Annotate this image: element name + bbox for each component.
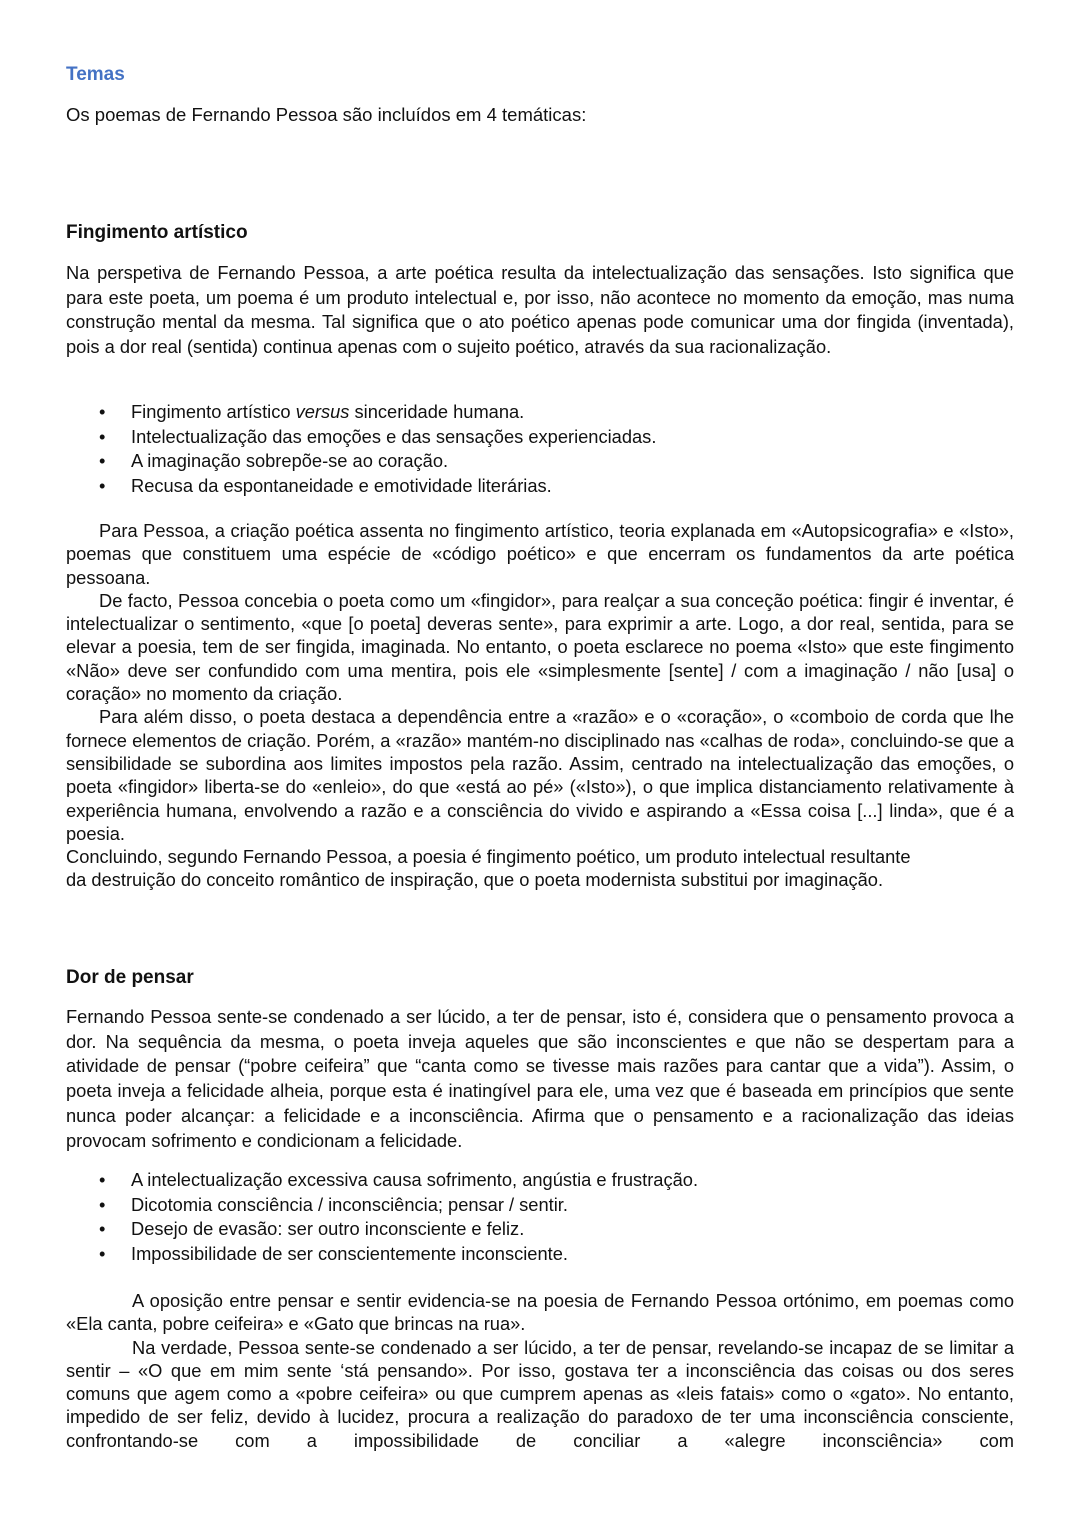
list-item-text: sinceridade humana.: [349, 401, 525, 422]
fingimento-paragraph-4-line-1: Concluindo, segundo Fernando Pessoa, a poesia é fingimento poético, um produto intelectual resultante: [66, 846, 911, 868]
fingimento-paragraph-4-line-2: da destruição do conceito romântico de inspiração, que o poeta modernista substitui por imaginação.: [66, 869, 884, 891]
list-item: [66, 1168, 1014, 1193]
list-item: [66, 449, 1014, 474]
fingimento-body: [66, 519, 1014, 892]
list-item-text: A intelectualização excessiva causa sofrimento, angústia e frustração.: [131, 1169, 699, 1190]
fingimento-bullet-list: [66, 400, 1014, 499]
list-item-text: Recusa da espontaneidade e emotividade literárias.: [131, 475, 552, 497]
list-item: [66, 1217, 1014, 1242]
section-title-temas: Temas: [66, 64, 125, 85]
bullet-icon: •: [99, 1243, 106, 1265]
bullet-icon: •: [99, 450, 106, 472]
dor-bullet-list: [66, 1168, 1014, 1267]
fingimento-intro-text: Na perspetiva de Fernando Pessoa, a arte poética resulta da intelectualização das sensações. Isto significa que para este poeta, um poema é um produto intelectual e, por isso, não acontece no momento da emoção, mas numa construção mental da mesma. Tal significa que o ato poético apenas pode comunicar uma dor fingida (inventada), pois a dor real (sentida) continua apenas com o sujeito poético, através da sua racionalização.: [66, 262, 1014, 358]
list-item: [66, 1242, 1014, 1267]
list-item: [66, 400, 1014, 425]
dor-intro-text: Fernando Pessoa sente-se condenado a ser lúcido, a ter de pensar, isto é, considera que o pensamento provoca a dor. Na sequência da mesma, o poeta inveja aqueles que são inconscientes e que não se despertam para a atividade de pensar (“pobre ceifeira” que “canta como se tivesse mais razões para cantar que a vida”). Assim, o poeta inveja a felicidade alheia, porque esta é inatingível para ele, uma vez que é baseada em princípios que sente nunca poder alcançar: a felicidade e a inconsciência. Afirma que o pensamento e a racionalização das ideias provocam sofrimento e condicionam a felicidade.: [66, 1006, 1014, 1151]
list-item: [66, 425, 1014, 450]
dor-paragraph-1: A oposição entre pensar e sentir evidencia-se na poesia de Fernando Pessoa ortónimo, em poemas como «Ela canta, pobre ceifeira» e «Gato que brincas na rua».: [66, 1290, 1014, 1335]
bullet-icon: •: [99, 1193, 106, 1215]
bullet-icon: •: [99, 475, 106, 497]
dor-body: [66, 1289, 1014, 1452]
heading-fingimento: Fingimento artístico: [66, 222, 248, 243]
dor-paragraph-2: Na verdade, Pessoa sente-se condenado a ser lúcido, a ter de pensar, revelando-se incapaz de se limitar a sentir – «O que em mim sente ‘stá pensando». Por isso, gostava ter a inconsciência das coisas ou dos seres comuns que agem como a «pobre ceifeira» ou que cumprem apenas as «leis fatais» como o «gato». No entanto, impedido de ser feliz, devido à lucidez, procura a realização do paradoxo de ter uma inconsciência consciente, confrontando-se com a impossibilidade de conciliar a «alegre inconsciência» com: [66, 1336, 1014, 1451]
bullet-icon: •: [99, 1218, 106, 1240]
list-item-text: Dicotomia consciência / inconsciência; pensar / sentir.: [131, 1193, 568, 1215]
list-item-text: Intelectualização das emoções e das sensações experienciadas.: [131, 425, 657, 447]
list-item: [66, 474, 1014, 499]
list-item-text: Impossibilidade de ser conscientemente inconsciente.: [131, 1243, 568, 1265]
bullet-icon: •: [99, 425, 106, 447]
fingimento-paragraph-1: Para Pessoa, a criação poética assenta no fingimento artístico, teoria explanada em «Autopsicografia» e «Isto», poemas que constituem uma espécie de «código poético» e que encerram os fundamentos da arte poética pessoana.: [66, 520, 1014, 588]
list-item-emphasis: versus: [295, 401, 350, 422]
fingimento-paragraph-3: Para além disso, o poeta destaca a dependência entre a «razão» e o «coração», o «comboio de corda que lhe fornece elementos de criação. Porém, a «razão» mantém-no disciplinado nas «calhas de roda», concluindo-se que a sensibilidade se subordina aos limites impostos pela razão. Assim, centrado na intelectualização das emoções, o poeta «fingidor» liberta-se do «enleio», do que «está ao pé» («Isto»), o que implica distanciamento relativamente à experiência humana, envolvendo a razão e a consciência do vivido e aspirando a «Essa coisa [...] linda», que é a poesia.: [66, 706, 1014, 844]
dor-intro: [66, 1005, 1014, 1153]
temas-intro: Os poemas de Fernando Pessoa são incluídos em 4 temáticas:: [66, 104, 587, 125]
fingimento-intro: [66, 261, 1014, 360]
heading-dor-de-pensar: Dor de pensar: [66, 967, 194, 988]
fingimento-paragraph-2: De facto, Pessoa concebia o poeta como um «fingidor», para realçar a sua conceção poética: fingir é inventar, é intelectualizar o sentimento, «que [o poeta] deveras sente», para exprimir a arte. Logo, a dor real, sentida, para se elevar a poesia, tem de ser fingida, imaginada. No entanto, o poeta esclarece no poema «Isto» que este fingimento «Não» deve ser confundido com uma mentira, pois ele «simplesmente [sente] / com a imaginação / não [usa] o coração» no momento da criação.: [66, 589, 1014, 705]
list-item-text: Desejo de evasão: ser outro inconsciente e feliz.: [131, 1218, 525, 1240]
list-item-text: A imaginação sobrepõe-se ao coração.: [131, 450, 449, 472]
bullet-icon: •: [99, 401, 106, 422]
bullet-icon: •: [99, 1169, 106, 1190]
list-item: [66, 1193, 1014, 1218]
list-item-text: Fingimento artístico: [131, 401, 296, 422]
